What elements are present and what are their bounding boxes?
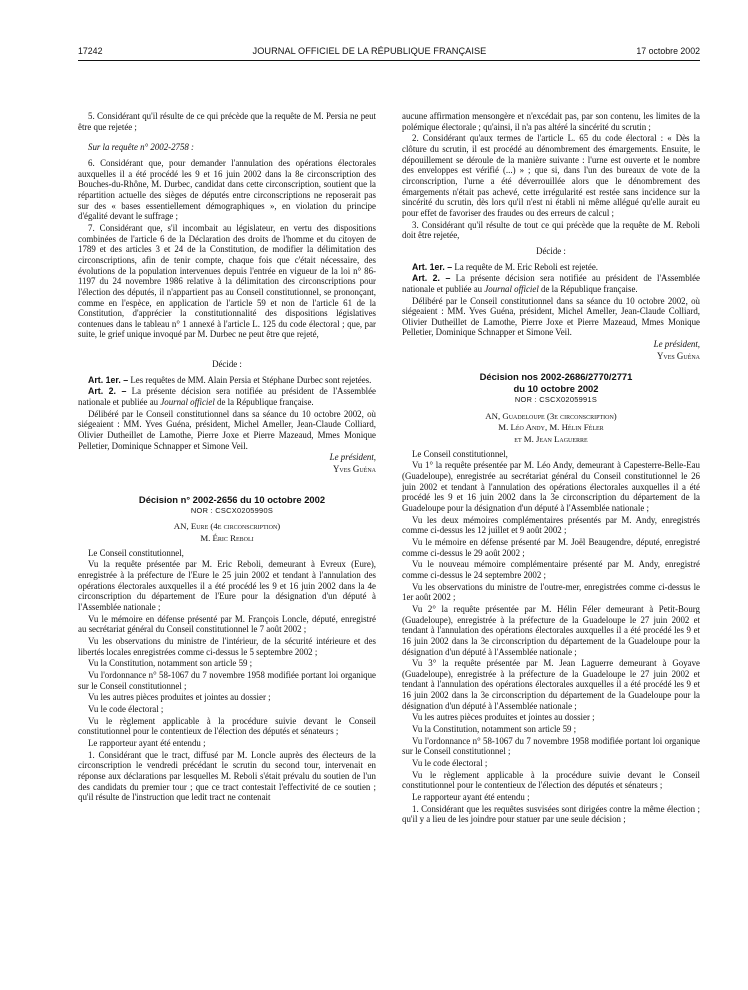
right-column	[402, 111, 700, 826]
decision-2686-title-b: du 10 octobre 2002	[513, 383, 599, 395]
considerant-7: 7. Considérant que, s'il incombait au législateur, en vertu des dispositions combinées de l'article 6 de la Déclaration des droits de l'homme et du citoyen de 1789 et des articles 3 et 24 de la Constitution, de modifier la délimitation des circonscriptions, afin de tenir compte, chaque fois que c'était nécessaire, des évolutions de la population intervenues depuis l'entrée en vigueur de la loi n° 86-1197 du 24 novembre 1986 relative à la délimitation des circonscriptions pour l'élection des députés, il n'appartient pas au Conseil constitutionnel, se prononçant, comme en l'espèce, en application de l'article 59 et non de l'article 61 de la Constitution, d'apprécier la constitutionnalité des dispositions législatives contenues dans le tableau n° 1 annexé à l'article L. 125 du code électoral ; que, par suite, le grief unique invoqué par M. Durbec ne peut être que rejeté,	[78, 222, 376, 340]
decision-2656-line-1: AN, Eure (4e circonscription)	[173, 521, 281, 532]
considerant-5: 5. Considérant qu'il résulte de ce qui précède que la requête de M. Persia ne peut être que rejetée ;	[78, 111, 376, 132]
d3-considerant-1: 1. Considérant que les requêtes susvisées sont dirigées contre la même élection ; qu'il y a lieu de les joindre pour statuer par une seule décision ;	[402, 803, 700, 825]
d2-vu-6: Vu les autres pièces produites et jointes au dossier ;	[88, 692, 271, 703]
d3-vu-9: Vu la Constitution, notamment son article 59 ;	[412, 724, 577, 735]
considerant-3: 3. Considérant qu'il résulte de tout ce qui précède que la requête de M. Reboli doit être rejetée,	[402, 219, 700, 241]
president-name: Yves Guéna	[332, 464, 376, 475]
d3-vu-11: Vu le code électoral ;	[412, 758, 488, 769]
decision-2686-line-3: et M. Jean Laguerre	[514, 433, 588, 444]
article-2-journal-right: Journal officiel	[484, 283, 539, 294]
deliberation: Délibéré par le Conseil constitutionnel dans sa séance du 10 octobre 2002, où siégeaient : MM. Yves Guéna, président, Michel Ameller, Jean-Claude Colliard, Olivier Dutheillet de Lamothe, Pierre Joxe et Pierre Mazeaud, Mmes Monique Pelletier, Dominique Schnapper et Simone Veil.	[78, 408, 376, 451]
d3-vu-7: Vu 3° la requête présentée par M. Jean Laguerre demeurant à Goyave (Guadeloupe), enregistrée à la préfecture de la Guadeloupe le 27 juin 2002 et tendant à l'annulation des opérations électorales auxquelles il a été procédé les 9 et 16 juin 2002 dans la 3e circonscription du département de la Guadeloupe pour la désignation d'un député à l'Assemblée nationale ;	[402, 658, 700, 711]
deliberation-right: Délibéré par le Conseil constitutionnel dans sa séance du 10 octobre 2002, où siégeaient : MM. Yves Guéna, président, Michel Ameller, Jean-Claude Colliard, Olivier Dutheillet de Lamothe, Pierre Joxe et Pierre Mazeaud, Mmes Monique Pelletier, Dominique Schnapper et Simone Veil.	[402, 295, 700, 338]
d2-vu-8: Vu le règlement applicable à la procédure suivie devant le Conseil constitutionnel pour le contentieux de l'élection des députés et sénateurs ;	[78, 715, 376, 737]
president-name-right: Yves Guéna	[656, 350, 700, 361]
page-number: 17242	[78, 46, 103, 56]
sub-heading: Sur la requête n° 2002-2758 :	[88, 142, 195, 153]
article-1-label-right: Art. 1er. –	[412, 261, 453, 272]
article-2-label-right: Art. 2. –	[412, 273, 451, 284]
d3-vu-8: Vu les autres pièces produites et jointes au dossier ;	[412, 712, 595, 723]
d3-vu-1: Vu 1° la requête présentée par M. Léo Andy, demeurant à Capesterre-Belle-Eau (Guadeloupe), enregistrée au secrétariat général du Conseil constitutionnel le 26 juin 2002 et tendant à l'annulation des opérations électorales auxquelles il a été procédé les 9 et 16 juin 2002 dans la 3e circonscription du département de la Guadeloupe pour la désignation d'un député à l'Assemblée nationale ;	[402, 460, 700, 513]
d3-vu-5: Vu les observations du ministre de l'outre-mer, enregistrées comme ci-dessus le 1er août 2002 ;	[402, 581, 700, 603]
article-2-journal: Journal officiel	[160, 397, 215, 408]
article-1	[78, 375, 376, 386]
article-2-text-b-right: de la République française.	[538, 283, 638, 294]
d2-considerant-1: 1. Considérant que le tract, diffusé par M. Loncle auprès des électeurs de la circonscription le vendredi précédant le scrutin du second tour, intervenait en réponse aux déclarations par lesquelles M. Reboli s'était prévalu du soutien de l'un des candidats du premier tour ; que ce tract contestait l'effectivité de ce soutien ; qu'il résulte de l'instruction que ledit tract ne contenait	[78, 749, 376, 803]
article-1-right	[402, 262, 700, 273]
d3-rapporteur: Le rapporteur ayant été entendu ;	[412, 792, 530, 803]
article-2-right	[402, 273, 700, 294]
decide-label-right: Décide :	[536, 245, 566, 256]
d3-vu-2: Vu les deux mémoires complémentaires présentés par M. Andy, enregistrés comme ci-dessus les 12 juillet et 9 août 2002 ;	[402, 514, 700, 536]
article-1-text-right: La requête de M. Eric Reboli est rejetée.	[452, 261, 598, 272]
article-2-text-a: La présente décision sera notifiée au président de l'Assemblée nationale et publiée au	[78, 386, 376, 408]
article-2	[78, 386, 376, 407]
decision-2686-title-a: Décision nos 2002-2686/2770/2771	[479, 371, 633, 383]
left-column	[78, 111, 376, 826]
article-1-label: Art. 1er. –	[88, 374, 129, 385]
decision-2686-nor: NOR : CSCX0205991S	[514, 395, 598, 405]
considerant-2: 2. Considérant qu'aux termes de l'article L. 65 du code électoral : « Dès la clôture du scrutin, il est procédé au dénombrement des émargements. Ensuite, le dépouillement se déroule de la manière suivante : l'urne est ouverte et le nombre des enveloppes est vérifié (...) » ; que si, dans l'un des bureaux de vote de la circonscription, l'urne a été déverrouillée alors que le dénombrement des émargements n'était pas achevé, cette irrégularité est restée sans incidence sur la sincérité du scrutin, dès lors qu'il n'est ni établi ni même allégué qu'elle aurait eu pour effet de favoriser des fraudes ou des erreurs de calcul ;	[402, 133, 700, 218]
two-column-body	[78, 111, 700, 826]
considerant-6: 6. Considérant que, pour demander l'annulation des opérations électorales auxquelles il a été procédé les 9 et 16 juin 2002 dans la 8e circonscription des Bouches-du-Rhône, M. Durbec, candidat dans cette circonscription, soutient que la répartition actuelle des sièges de députés entre circonscriptions ne reposerait pas sur des « bases essentiellement démographiques », en violation du principe d'égalité devant le suffrage ;	[78, 157, 376, 222]
decision-2656-nor: NOR : CSCX0205990S	[190, 505, 274, 515]
d3-vu-10: Vu l'ordonnance n° 58-1067 du 7 novembre 1958 modifiée portant loi organique sur le Conseil constitutionnel ;	[402, 735, 700, 757]
d3-vu-6: Vu 2° la requête présentée par M. Hélin Féler demeurant à Petit-Bourg (Guadeloupe), enregistrée à la préfecture de la Guadeloupe le 27 juin 2002 et tendant à l'annulation des opérations électorales auxquelles il a été procédé les 9 et 16 juin 2002 dans la 3e circonscription du département de la Guadeloupe pour la désignation d'un député à l'Assemblée nationale ;	[402, 603, 700, 657]
d2-vu-1: Vu la requête présentée par M. Eric Reboli, demeurant à Evreux (Eure), enregistrée à la préfecture de l'Eure le 25 juin 2002 et tendant à l'annulation des opérations électorales auxquelles il a été procédé les 9 et 16 juin 2002 dans la 4e circonscription du département de l'Eure pour la désignation d'un député à l'Assemblée nationale ;	[78, 559, 376, 613]
d2-vu-4: Vu la Constitution, notamment son article 59 ;	[88, 658, 253, 669]
decide-label: Décide :	[212, 359, 242, 370]
d2-vu-5: Vu l'ordonnance n° 58-1067 du 7 novembre 1958 modifiée portant loi organique sur le Conseil constitutionnel ;	[78, 669, 376, 691]
president-title: Le président,	[329, 452, 376, 463]
d3-vu-3: Vu le mémoire en défense présenté par M. Joël Beaugendre, député, enregistré comme ci-dessus le 29 août 2002 ;	[402, 536, 700, 558]
article-2-text-b: de la République française.	[214, 397, 314, 408]
journal-title: JOURNAL OFFICIEL DE LA RÉPUBLIQUE FRANÇAISE	[252, 46, 487, 56]
decision-2686-line-2: M. Léo Andy, M. Hélin Féler	[498, 422, 604, 433]
d3-council: Le Conseil constitutionnel,	[412, 448, 508, 459]
article-2-label: Art. 2. –	[88, 386, 127, 397]
decision-2686-line-1: AN, Guadeloupe (3e circonscription)	[485, 411, 617, 422]
d2-vu-7: Vu le code électoral ;	[88, 703, 164, 714]
d2-rapporteur: Le rapporteur ayant été entendu ;	[88, 737, 206, 748]
continuation-text: aucune affirmation mensongère et n'excédait pas, par son contenu, les limites de la polémique électorale ; qu'ainsi, il n'a pas altéré la sincérité du scrutin ;	[402, 111, 700, 132]
president-title-right: Le président,	[653, 339, 700, 350]
d3-vu-12: Vu le règlement applicable à la procédure suivie devant le Conseil constitutionnel pour le contentieux de l'élection des députés et sénateurs ;	[402, 769, 700, 791]
decision-2656-title: Décision n° 2002-2656 du 10 octobre 2002	[138, 493, 326, 505]
d3-vu-4: Vu le nouveau mémoire complémentaire présenté par M. Andy, enregistré comme ci-dessus le 24 septembre 2002 ;	[402, 559, 700, 580]
d2-vu-3: Vu les observations du ministre de l'intérieur, de la sécurité intérieure et des libertés locales enregistrées comme ci-dessus le 5 septembre 2002 ;	[78, 636, 376, 657]
issue-date: 17 octobre 2002	[636, 46, 700, 56]
d2-council: Le Conseil constitutionnel,	[88, 547, 184, 558]
page-header	[78, 0, 700, 61]
article-2-text-a-right: La présente décision sera notifiée au président de l'Assemblée nationale et publiée au	[402, 273, 700, 294]
decision-2656-line-2: M. Éric Reboli	[200, 532, 254, 543]
article-1-text: Les requêtes de MM. Alain Persia et Stéphane Durbec sont rejetées.	[128, 374, 372, 385]
d2-vu-2: Vu le mémoire en défense présenté par M. François Loncle, député, enregistré au secrétariat général du Conseil constitutionnel le 7 août 2002 ;	[78, 613, 376, 635]
